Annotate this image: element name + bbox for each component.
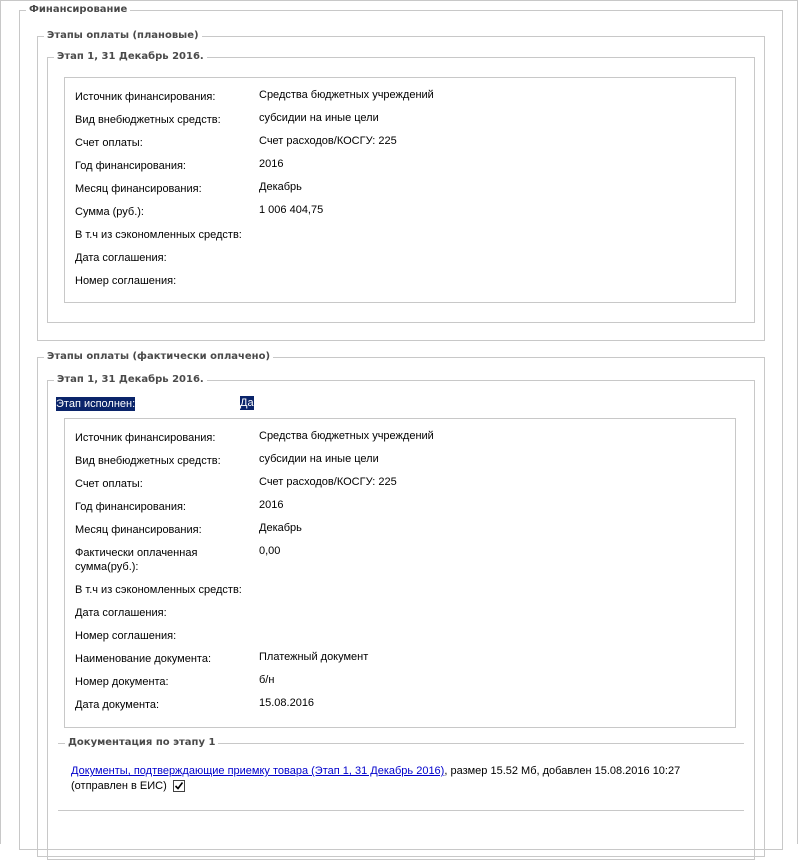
detail-value: б/н xyxy=(259,674,275,686)
detail-label: Месяц финансирования: xyxy=(75,524,202,536)
detail-label: Дата соглашения: xyxy=(75,252,167,264)
document-meta: , размер 15.52 Мб, добавлен 15.08.2016 10:27 xyxy=(444,765,681,777)
detail-value: 2016 xyxy=(259,158,284,170)
detail-value: субсидии на иные цели xyxy=(259,112,379,124)
detail-label: Счет оплаты: xyxy=(75,478,143,490)
actual-details-table xyxy=(64,418,736,728)
stage-docs-entry xyxy=(71,764,731,794)
detail-label: Номер соглашения: xyxy=(75,275,177,287)
detail-label: В т.ч из сэкономленных средств: xyxy=(75,229,242,241)
detail-label: Дата документа: xyxy=(75,699,160,711)
stage-completed-label: Этап исполнен: xyxy=(56,398,136,410)
checkmark-icon xyxy=(174,781,184,791)
detail-label: Номер соглашения: xyxy=(75,630,177,642)
detail-label: Счет оплаты: xyxy=(75,137,143,149)
detail-label: Дата соглашения: xyxy=(75,607,167,619)
detail-value: Счет расходов/КОСГУ: 225 xyxy=(259,135,397,147)
detail-value: Средства бюджетных учреждений xyxy=(259,430,434,442)
detail-label: Год финансирования: xyxy=(75,501,186,513)
detail-value: 2016 xyxy=(259,499,284,511)
detail-value: Декабрь xyxy=(259,181,302,193)
detail-label: Источник финансирования: xyxy=(75,91,216,103)
detail-label: В т.ч из сэкономленных средств: xyxy=(75,584,242,596)
detail-value: Счет расходов/КОСГУ: 225 xyxy=(259,476,397,488)
detail-value: Платежный документ xyxy=(259,651,369,663)
detail-label: Фактически оплаченная сумма(руб.): xyxy=(75,547,198,573)
actual-stage-legend: Этап 1, 31 Декабрь 2016. xyxy=(54,374,207,386)
actual-payments-legend: Этапы оплаты (фактически оплачено) xyxy=(44,351,273,363)
detail-label: Наименование документа: xyxy=(75,653,212,665)
detail-value: 15.08.2016 xyxy=(259,697,315,709)
detail-label: Вид внебюджетных средств: xyxy=(75,114,221,126)
planned-stage-legend: Этап 1, 31 Декабрь 2016. xyxy=(54,51,207,63)
detail-label: Месяц финансирования: xyxy=(75,183,202,195)
detail-label: Сумма (руб.): xyxy=(75,206,144,218)
detail-label: Источник финансирования: xyxy=(75,432,216,444)
detail-label: Вид внебюджетных средств: xyxy=(75,455,221,467)
stage-docs-legend: Документация по этапу 1 xyxy=(65,737,218,749)
detail-label: Год финансирования: xyxy=(75,160,186,172)
detail-value: 0,00 xyxy=(259,545,281,557)
detail-value: Средства бюджетных учреждений xyxy=(259,89,434,101)
financing-legend: Финансирование xyxy=(26,4,130,16)
sent-to-eis-label: (отправлен в ЕИС) xyxy=(71,780,167,792)
planned-details-table xyxy=(64,77,736,303)
stage-completed-value: Да xyxy=(240,397,254,409)
sent-to-eis-checkbox[interactable] xyxy=(173,780,185,792)
acceptance-documents-link[interactable]: Документы, подтверждающие приемку товара (Этап 1, 31 Декабрь 2016) xyxy=(71,765,445,777)
planned-payments-legend: Этапы оплаты (плановые) xyxy=(44,30,202,42)
detail-value: Декабрь xyxy=(259,522,302,534)
detail-label: Номер документа: xyxy=(75,676,169,688)
detail-value: субсидии на иные цели xyxy=(259,453,379,465)
detail-value: 1 006 404,75 xyxy=(259,204,324,216)
